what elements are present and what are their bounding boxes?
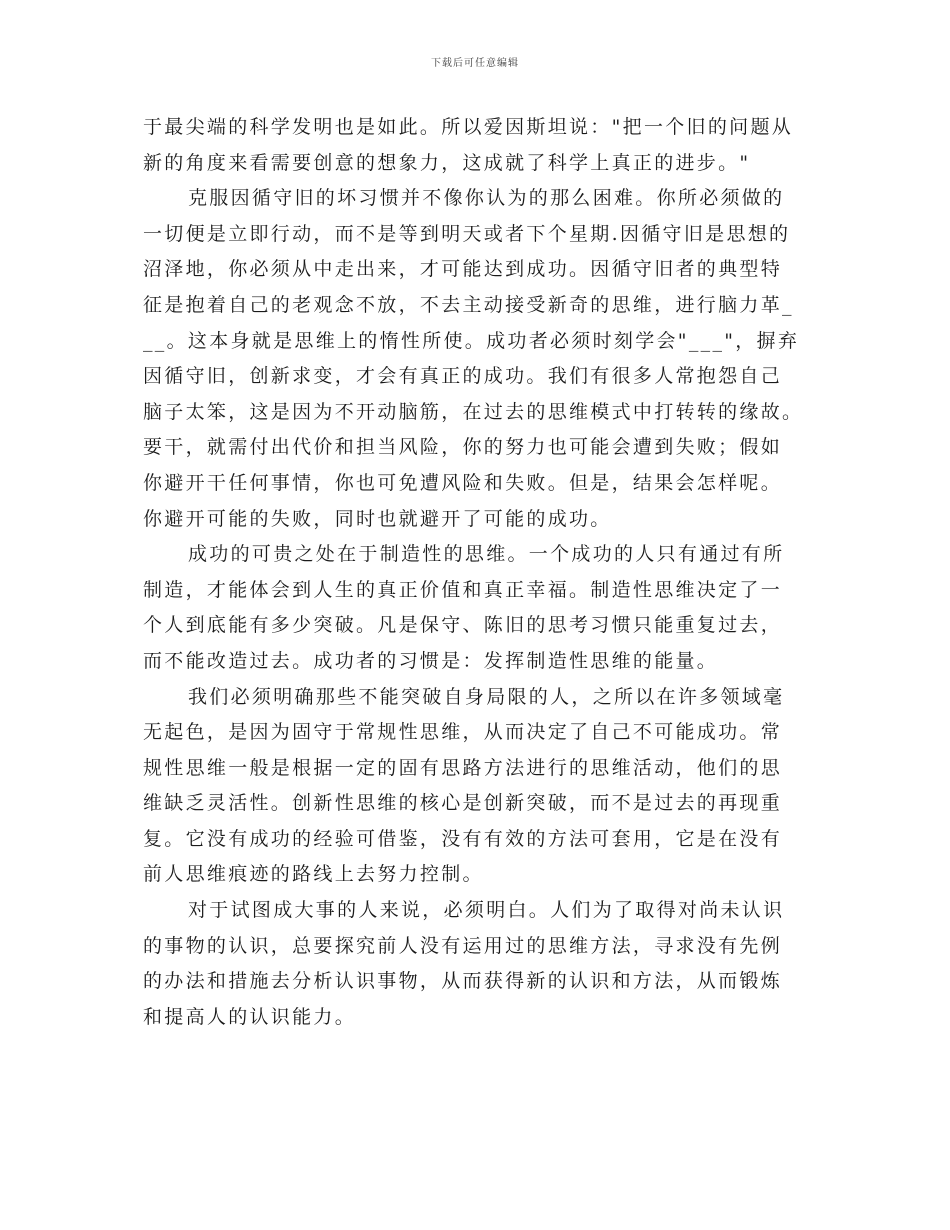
text-line: 的事物的认识，总要探究前人没有运用过的思维方法，寻求没有先例 [143,934,783,957]
text-line: 维缺乏灵活性。创新性思维的核心是创新突破，而不是过去的再现重 [143,792,783,815]
document-body [143,110,823,1035]
text-line: 一切便是立即行动，而不是等到明天或者下个星期.因循守旧是思想的 [143,222,791,245]
text-line: 沼泽地，你必须从中走出来，才可能达到成功。因循守旧者的典型特 [143,258,783,281]
text-line: 因循守旧，创新求变，才会有真正的成功。我们有很多人常抱怨自己 [143,365,783,388]
text-line: 你避开干任何事情，你也可免遭风险和失败。但是，结果会怎样呢。 [143,471,783,494]
text-line: 的办法和措施去分析认识事物，从而获得新的认识和方法，从而锻炼 [143,970,783,993]
text-line: 新的角度来看需要创意的想象力，这成就了科学上真正的进步。" [143,151,751,174]
text-line: 前人思维痕迹的路线上去努力控制。 [143,863,484,886]
text-line: __。这本身就是思维上的惰性所使。成功者必须时刻学会"___"，摒弃 [143,329,800,352]
text-line: 复。它没有成功的经验可借鉴，没有有效的方法可套用，它是在没有 [143,827,783,850]
text-line: 于最尖端的科学发明也是如此。所以爱因斯坦说："把一个旧的问题从 [143,116,794,138]
text-line: 制造，才能体会到人生的真正价值和真正幸福。制造性思维决定了一 [143,578,783,601]
paragraph-first-line: 成功的可贵之处在于制造性的思维。一个成功的人只有通过有所 [188,543,785,566]
text-line: 而不能改造过去。成功者的习惯是：发挥制造性思维的能量。 [143,649,719,672]
text-line: 脑子太笨，这是因为不开动脑筋，在过去的思维模式中打转转的缘故。 [143,400,804,423]
text-line: 规性思维一般是根据一定的固有思路方法进行的思维活动，他们的思 [143,756,783,779]
paragraph-first-line: 对于试图成大事的人来说，必须明白。人们为了取得对尚未认识 [188,899,785,922]
text-line: 要干，就需付出代价和担当风险，你的努力也可能会遭到失败；假如 [143,436,783,459]
text-line: 征是抱着自己的老观念不放，不去主动接受新奇的思维，进行脑力革_ [143,293,794,316]
page-header: 下载后可任意编辑 [431,58,519,69]
text-line: 和提高人的认识能力。 [143,1005,357,1028]
text-line: 无起色，是因为固守于常规性思维，从而决定了自己不可能成功。常 [143,721,783,744]
paragraph-first-line: 我们必须明确那些不能突破自身局限的人，之所以在许多领域毫 [188,685,785,708]
text-line: 个人到底能有多少突破。凡是保守、陈旧的思考习惯只能重复过去， [143,614,783,637]
text-line: 你避开可能的失败，同时也就避开了可能的成功。 [143,507,612,530]
paragraph-first-line: 克服因循守旧的坏习惯并不像你认为的那么困难。你所必须做的 [188,187,785,210]
